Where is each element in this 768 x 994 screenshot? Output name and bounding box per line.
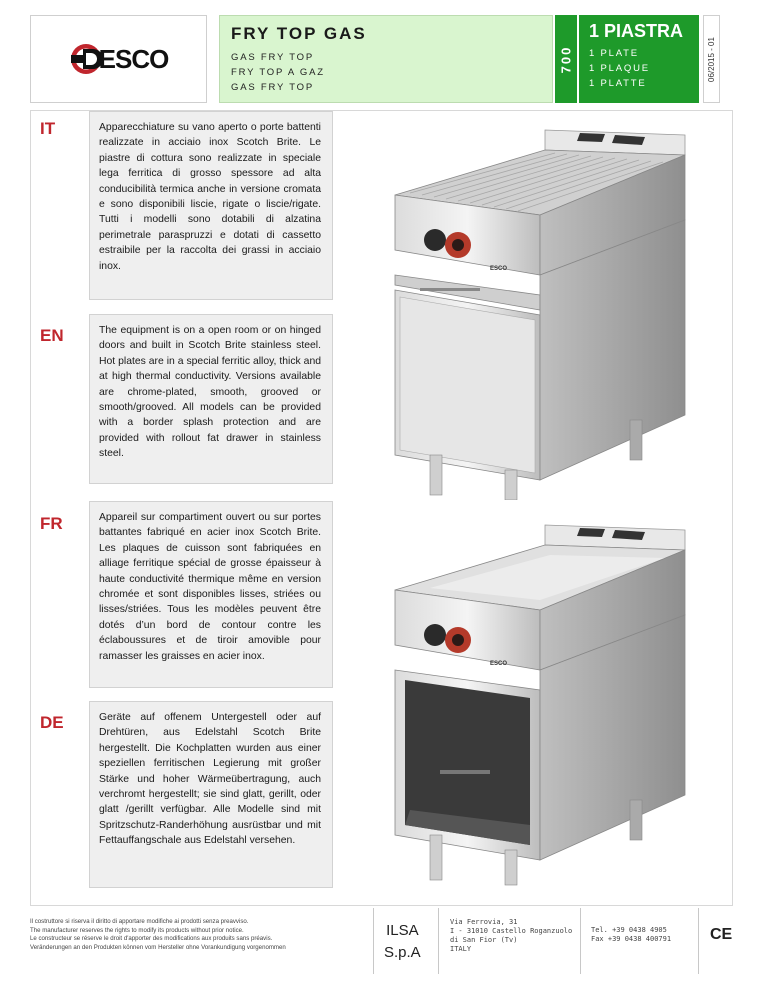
subtitle-en: GAS FRY TOP — [231, 52, 314, 63]
product-image-closed-cabinet — [380, 125, 700, 500]
footer-divider — [698, 908, 699, 974]
ce-mark: CE — [710, 926, 733, 943]
address-line: di San Fior (Tv) — [450, 936, 518, 944]
revision-date-box — [703, 15, 720, 103]
company-name — [384, 920, 421, 964]
logo-emblem-icon — [69, 42, 103, 76]
brand-logo-box — [30, 15, 207, 103]
description-it: Apparecchiature su vano aperto o porte battenti realizzate in acciaio inox Scotch Brite. Le piastre di cottura sono realizzate in speciale lega ferritica di grosso spessore ad alta conducibilità termica anche in versione cromata e sono disponibili liscie, rigate o liscie/rigate. Tutti i modelli sono dotabili di alzatina perimetrale paraspruzzi e dotati di cassetto estraibile per la raccolta dei grassi in acciaio inox. — [89, 111, 333, 300]
company-address — [450, 918, 572, 954]
footer-divider — [438, 908, 439, 974]
title-box — [219, 15, 553, 103]
legal-line-de: Veränderungen an den Produkten können vom Hersteller ohne Vorankundigung vorgenommen — [30, 943, 286, 951]
footer-divider — [580, 908, 581, 974]
phone: Tel. +39 0438 4905 — [591, 926, 667, 934]
lang-label-fr: FR — [40, 514, 63, 533]
fax: Fax +39 0438 400791 — [591, 935, 672, 943]
address-line: Via Ferrovia, 31 — [450, 918, 518, 926]
plate-title: 1 PIASTRA — [589, 21, 684, 41]
brand-logo — [69, 42, 169, 76]
description-en: The equipment is on a open room or on hinged doors and built in Scotch Brite stainless steel. Hot plates are in a special ferritic alloy, thick and at high thermal conductivity. Versions available are chrome-plated, smooth, grooved or smooth/grooved. All models can be provided with a border splash protection and are provided with rollout fat drawer in stainless steel. — [89, 314, 333, 484]
footer-divider — [373, 908, 374, 974]
lang-label-it: IT — [40, 119, 56, 138]
page-title: FRY TOP GAS — [231, 24, 367, 43]
lang-label-de: DE — [40, 713, 64, 732]
company-name-line2: S.p.A — [384, 944, 421, 961]
lang-label-en: EN — [40, 326, 64, 345]
svg-text:ESCO: ESCO — [490, 266, 508, 272]
revision-date: 06/2015 - 01 — [707, 36, 716, 82]
subtitle-de: GAS FRY TOP — [231, 82, 314, 93]
product-image-open-cabinet — [380, 520, 700, 890]
plate-subtitle-fr: 1 PLAQUE — [589, 63, 650, 74]
company-contact — [591, 926, 671, 944]
legal-line-fr: Le constructeur se réserve le droit d'apporter des modifications aux produits sans préavis. — [30, 935, 273, 943]
model-code: 700 — [558, 45, 574, 73]
brand-name: ESCO — [98, 43, 169, 74]
plate-subtitle-de: 1 PLATTE — [589, 78, 647, 89]
description-fr: Appareil sur compartiment ouvert ou sur portes battantes fabriqué en acier inox Scotch Brite. Les plaques de cuisson sont fabriquées en alliage ferritique spécial de grosse épaisseur à haute conductivité thermique même en version chromée et sont disponibles lisses, striées ou lisses/striées. Tous les modèles peuvent être dotés d’un bord de contour contre les éclaboussures et de tiroir amovible pour ramasser les graisses en acier inox. — [89, 501, 333, 688]
legal-notice — [30, 918, 365, 952]
description-de: Geräte auf offenem Untergestell oder auf Drehtüren, aus Edelstahl Scotch Brite hergestellt. Die Kochplatten wurden aus einer speziellen ferritischen Legierung mit großer Stärke und hoher Wärmeübertragung, auch verchromt hergestellt; sie sind glatt, gerillt, oder glatt /gerillt verfügbar. Alle Modelle sind mit Spritzschutz-Randerhöhung ausrüstbar und mit Fettauffangschale aus Edelstahl versehen. — [89, 701, 333, 888]
plate-subtitle-en: 1 PLATE — [589, 48, 639, 59]
address-line: ITALY — [450, 945, 472, 953]
subtitle-fr: FRY TOP A GAZ — [231, 67, 325, 78]
legal-line-it: Il costruttore si riserva il diritto di apportare modifiche ai prodotti senza preavviso. — [30, 918, 249, 925]
svg-text:ESCO: ESCO — [490, 661, 508, 667]
company-name-line1: ILSA — [386, 922, 419, 939]
plate-box — [579, 15, 699, 103]
model-code-box — [555, 15, 577, 103]
address-line: I - 31010 Castello Roganzuolo — [450, 927, 573, 935]
legal-line-en: The manufacturer reserves the rights to modify its products without prior notice. — [30, 926, 244, 934]
